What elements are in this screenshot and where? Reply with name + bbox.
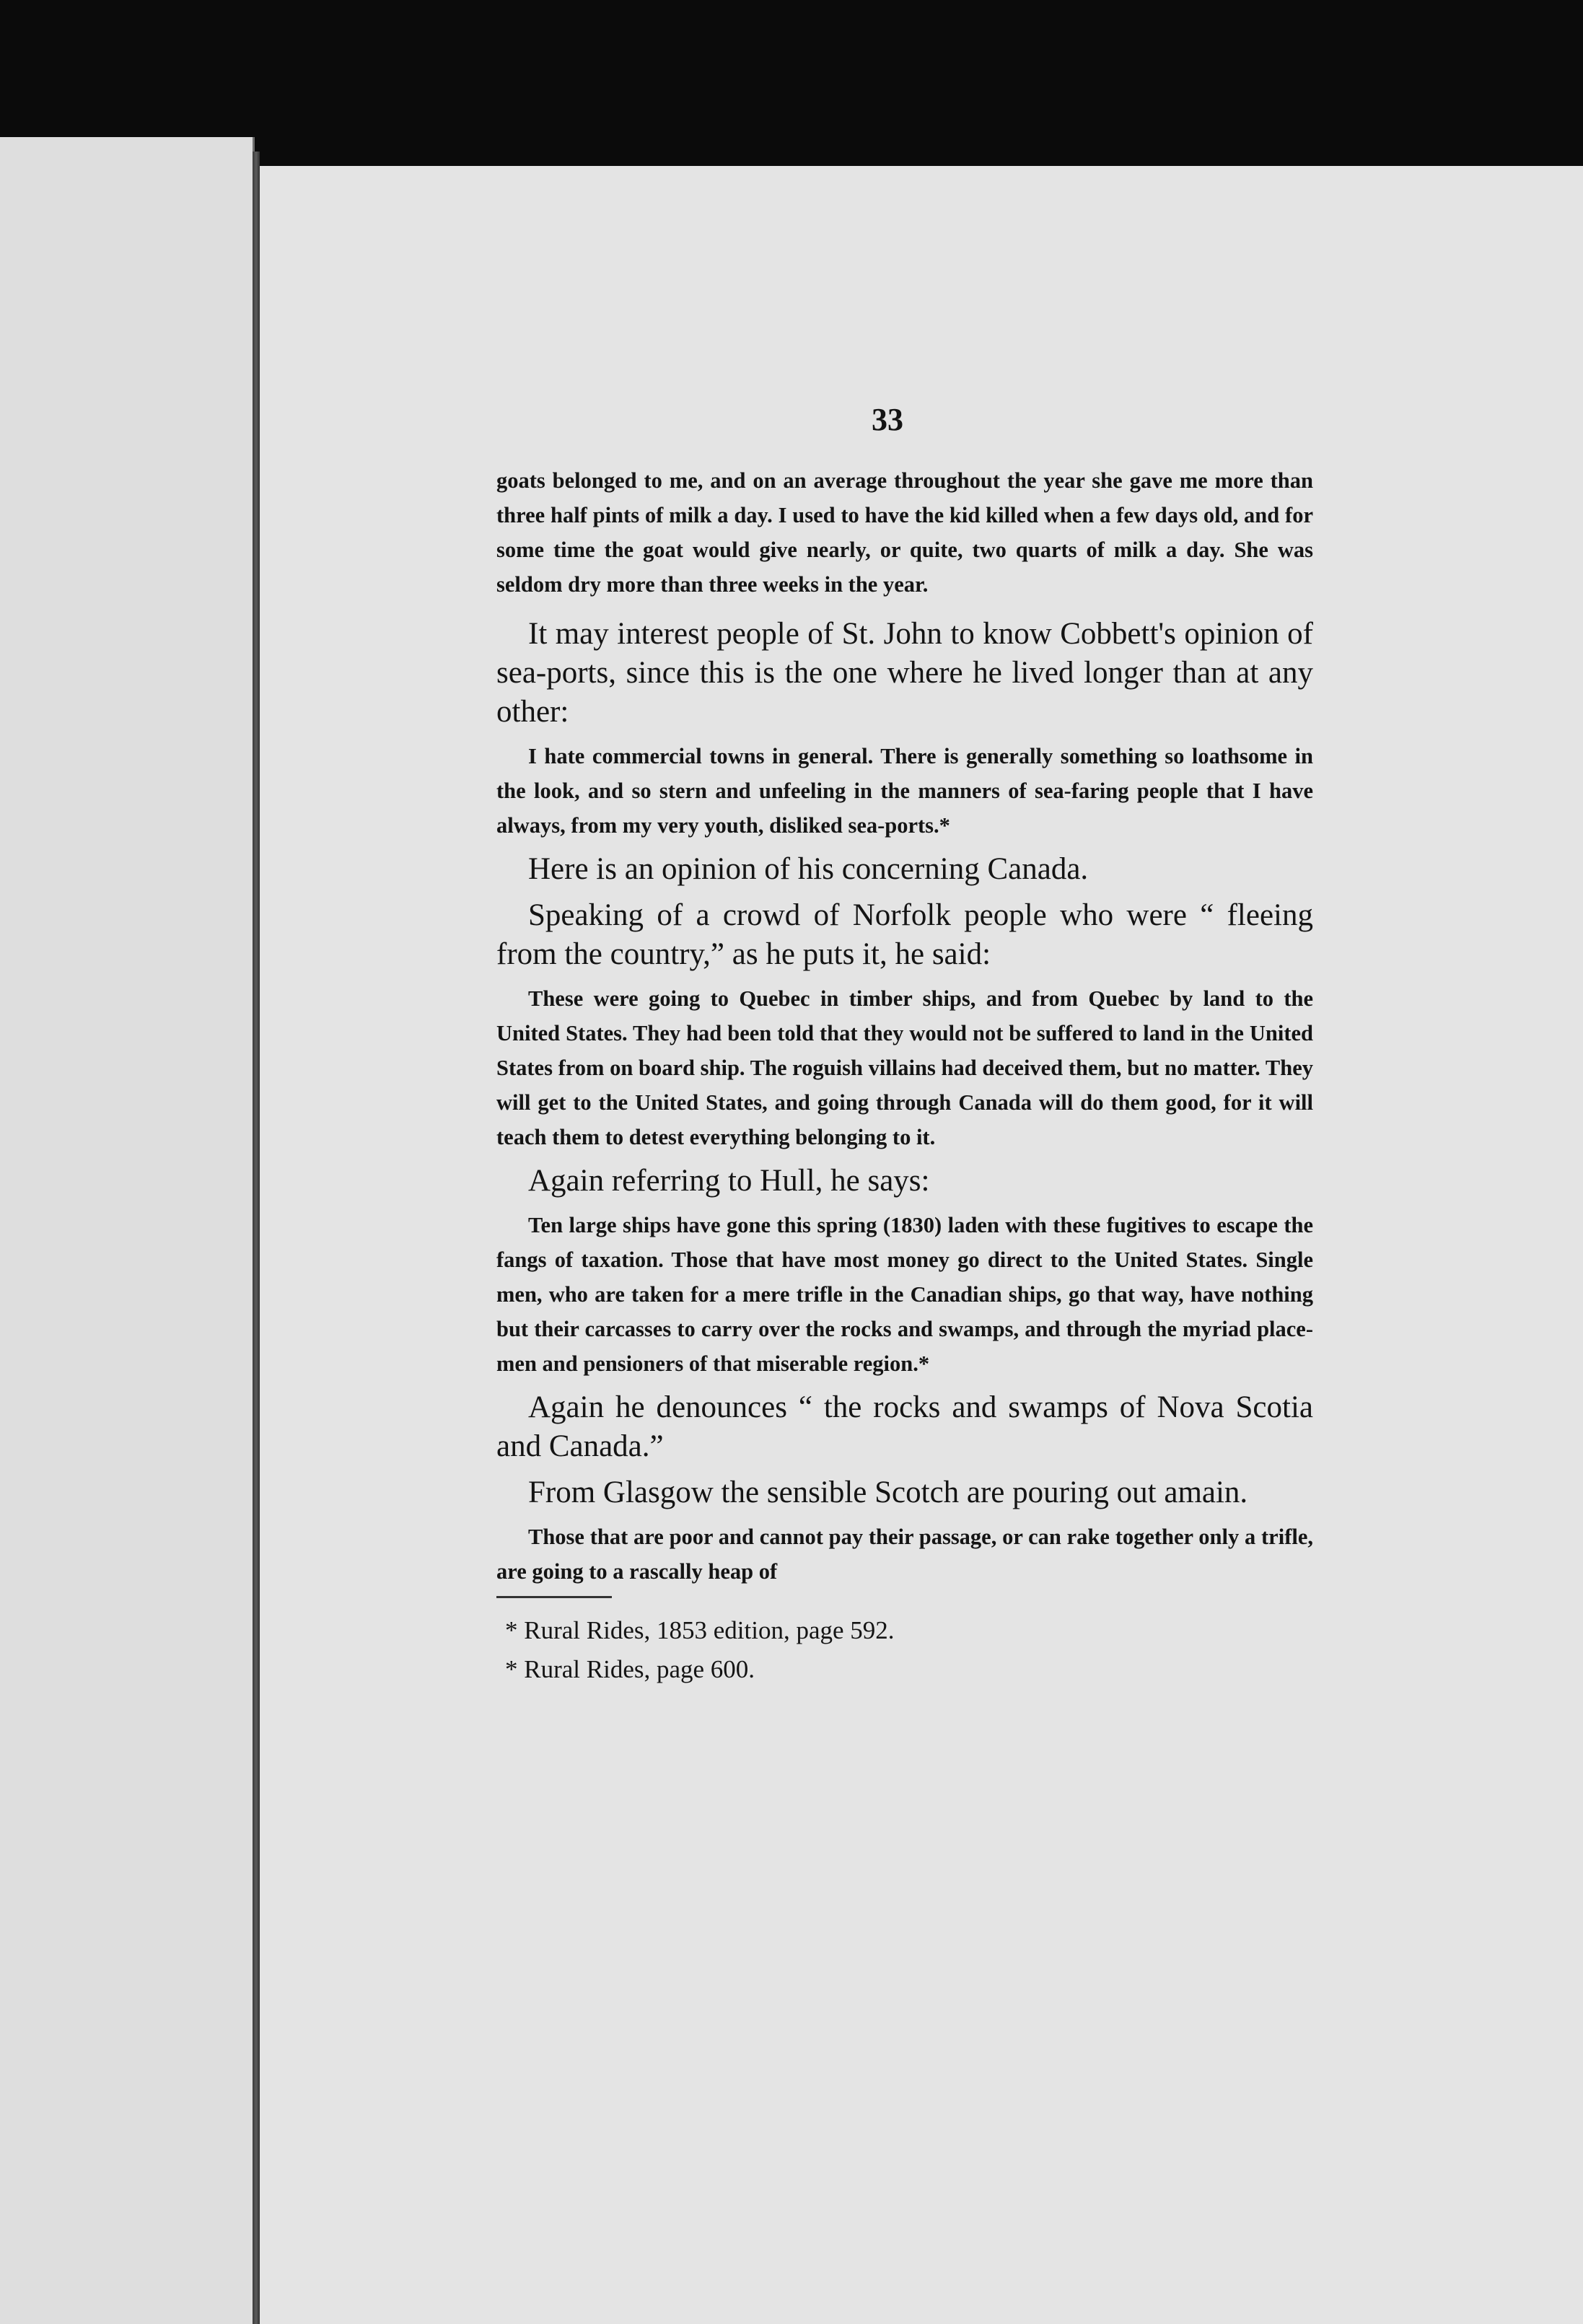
paragraph-norfolk-people: Speaking of a crowd of Norfolk people who were “ fleeing from the country,” as he puts it, he said: (496, 898, 1313, 971)
footnote-divider (496, 1596, 612, 1598)
facing-page-edge (0, 137, 255, 2324)
paragraph-glasgow: From Glasgow the sensible Scotch are pouring out amain. (528, 1475, 1248, 1509)
paragraph-hull: Again referring to Hull, he says: (528, 1164, 930, 1198)
quote-poor-passage: Those that are poor and cannot pay their passage, or can rake together only a trifle, are going to a rascally heap of (496, 1525, 1313, 1584)
paragraph-sea-ports-intro: It may interest people of St. John to know Cobbett's opinion of sea-ports, since this is the one where he lived longer than at any other: (496, 617, 1313, 729)
page-text-column (496, 463, 1313, 1689)
paragraph-canada-opinion: Here is an opinion of his concerning Canada. (528, 852, 1089, 886)
quote-goats: goats belonged to me, and on an average throughout the year she gave me more than three half pints of milk a day. I used to have the kid killed when a few days old, and for some time the goat would give nearly, or quite, two quarts of milk a day. She was seldom dry more than three weeks in the year. (496, 468, 1313, 597)
quote-commercial-towns: I hate commercial towns in general. There is generally something so loathsome in the look, and so stern and unfeeling in the manners of sea-faring people that I have always, from my very youth, disliked sea-ports.* (496, 744, 1313, 838)
footnote-2: * Rural Rides, page 600. (505, 1655, 755, 1683)
footnote-1: * Rural Rides, 1853 edition, page 592. (505, 1616, 895, 1644)
page-number: 33 (872, 402, 903, 437)
quote-ten-large-ships: Ten large ships have gone this spring (1830) laden with these fugitives to escape the fangs of taxation. Those that have most money go direct to the United States. Single men, who are taken for a mere trifle in the Canadian ships, go that way, have nothing but their carcasses to carry over the rocks and swamps, and through the myriad place-men and pensioners of that miserable region.* (496, 1213, 1313, 1376)
book-gutter (253, 152, 260, 2324)
quote-quebec-ships: These were going to Quebec in timber ships, and from Quebec by land to the United States. They had been told that they would not be suffered to land in the United States from on board ship. The roguish villains had deceived them, but no matter. They will get to the United States, and going through Canada will do them good, for it will teach them to detest everything belonging to it. (496, 986, 1313, 1149)
paragraph-rocks-and-swamps: Again he denounces “ the rocks and swamps of Nova Scotia and Canada.” (496, 1390, 1313, 1463)
